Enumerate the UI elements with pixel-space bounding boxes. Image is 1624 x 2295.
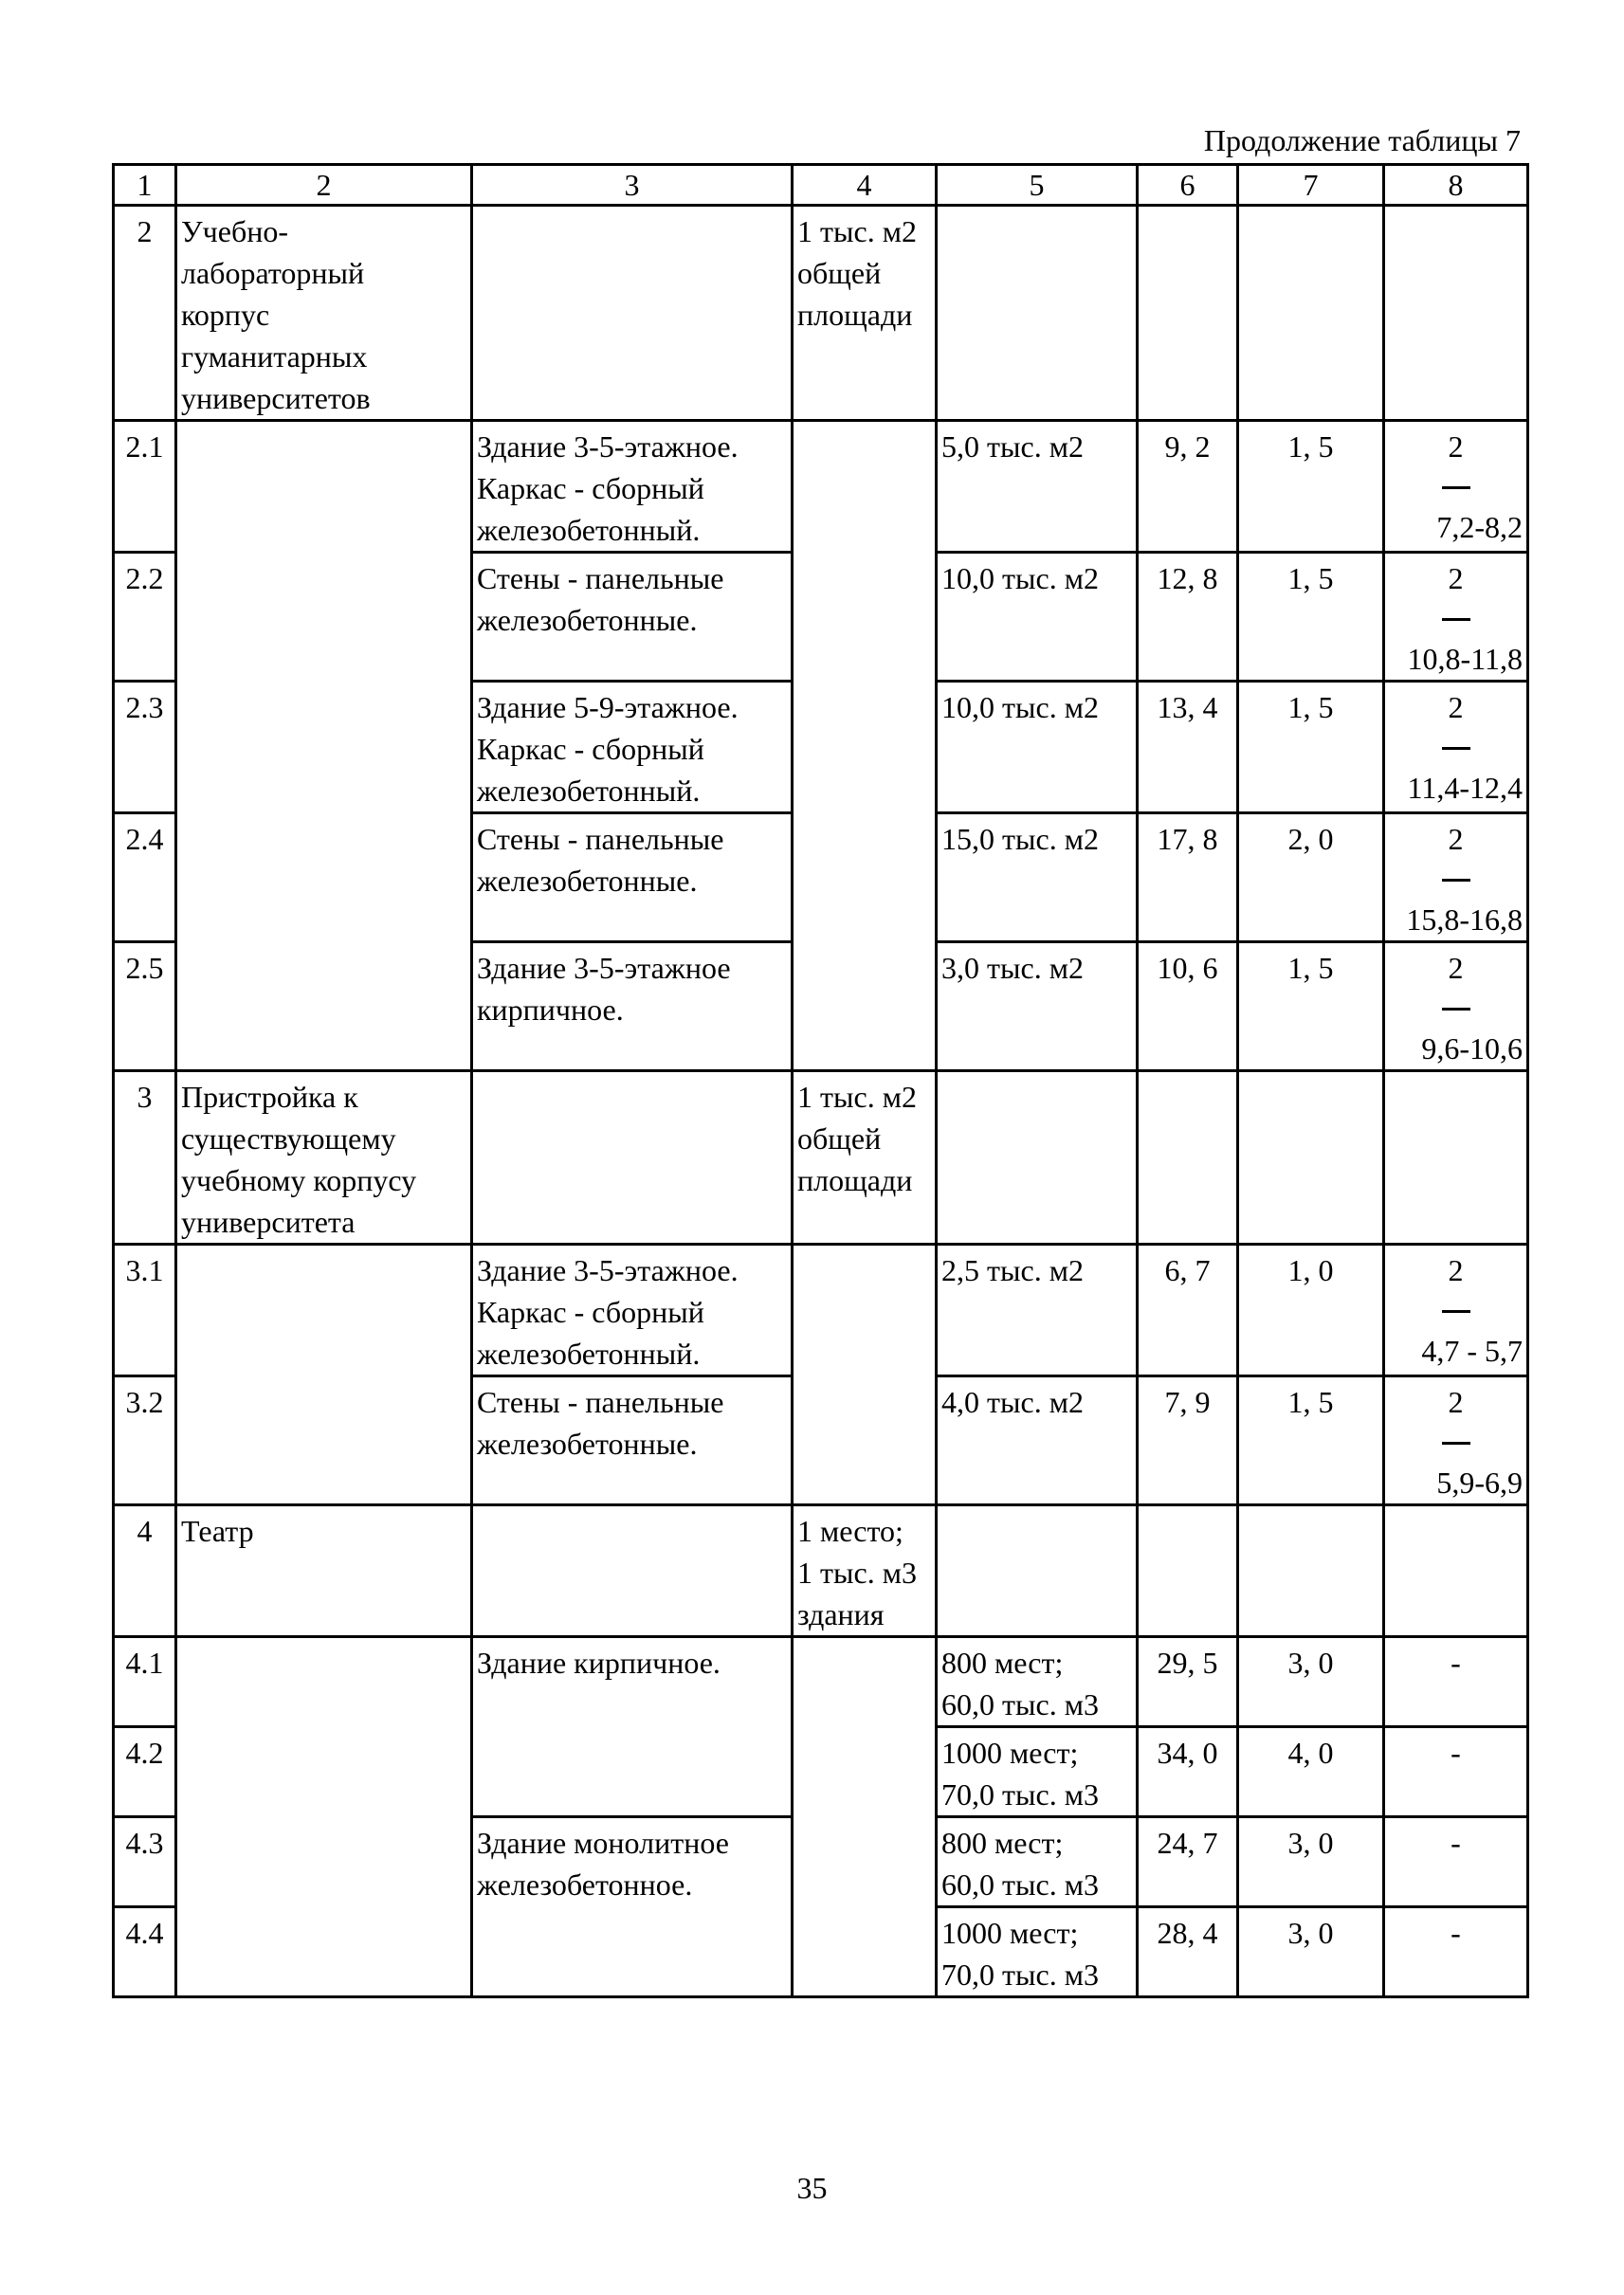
cell-line: учебному корпусу <box>181 1163 417 1197</box>
cell-line: 60,0 тыс. м3 <box>941 1867 1099 1902</box>
header-cell: 1 <box>114 165 176 206</box>
capacity <box>937 1505 1138 1637</box>
cell-line: железобетонное. <box>477 1867 693 1902</box>
value-col6: 9, 2 <box>1138 421 1238 553</box>
fraction-numerator: 2 <box>1448 690 1464 724</box>
fraction-value <box>1389 426 1523 548</box>
value-col8 <box>1384 942 1528 1071</box>
unit-of-measure <box>793 206 937 421</box>
cell-line: 15,0 тыс. м2 <box>941 822 1099 856</box>
row-number: 2 <box>114 206 176 421</box>
row-number: 4.1 <box>114 1637 176 1727</box>
row-number: 3 <box>114 1071 176 1245</box>
value-col7: 2, 0 <box>1238 813 1384 942</box>
object-description <box>472 553 793 682</box>
cell-line: существующему <box>181 1121 396 1156</box>
object-description <box>472 1245 793 1376</box>
unit-of-measure <box>793 553 937 682</box>
unit-of-measure <box>793 1637 937 1727</box>
cell-line: Учебно- <box>181 214 289 248</box>
value-col8 <box>1384 1245 1528 1376</box>
object-name <box>176 1071 472 1245</box>
object-description <box>472 1505 793 1637</box>
capacity <box>937 206 1138 421</box>
cell-line: площади <box>797 298 913 332</box>
value-col6 <box>1138 1071 1238 1245</box>
cell-line: железобетонный. <box>477 1337 701 1371</box>
object-name <box>176 206 472 421</box>
object-name <box>176 1637 472 1727</box>
cell-line: 800 мест; <box>941 1646 1064 1680</box>
value-col8 <box>1384 206 1528 421</box>
value-col8 <box>1384 421 1528 553</box>
value-col8 <box>1384 813 1528 942</box>
cell-line: 70,0 тыс. м3 <box>941 1777 1099 1812</box>
cell-line: 3,0 тыс. м2 <box>941 951 1084 985</box>
cell-line: университетов <box>181 381 371 415</box>
cell-line: Стены - панельные <box>477 561 724 595</box>
value-col6 <box>1138 206 1238 421</box>
header-row <box>114 165 1528 206</box>
value-col7 <box>1238 206 1384 421</box>
fraction-numerator: 2 <box>1448 429 1464 464</box>
fraction-numerator: 2 <box>1448 561 1464 595</box>
fraction-numerator: 2 <box>1448 822 1464 856</box>
object-name <box>176 813 472 942</box>
object-description <box>472 1637 793 1727</box>
cell-line: Стены - панельные <box>477 1385 724 1419</box>
object-description <box>472 1817 793 1907</box>
value-col7 <box>1238 1505 1384 1637</box>
value-col7: 1, 5 <box>1238 942 1384 1071</box>
unit-of-measure <box>793 813 937 942</box>
object-name <box>176 1245 472 1376</box>
value-col8 <box>1384 1071 1528 1245</box>
table-row <box>114 553 1528 682</box>
capacity <box>937 421 1138 553</box>
value-col8 <box>1384 1376 1528 1505</box>
row-number: 2.2 <box>114 553 176 682</box>
capacity <box>937 1376 1138 1505</box>
cell-line: 4,0 тыс. м2 <box>941 1385 1084 1419</box>
cell-line: общей <box>797 1121 882 1156</box>
cell-line: железобетонный. <box>477 513 701 547</box>
table-row <box>114 1071 1528 1245</box>
unit-of-measure <box>793 1505 937 1637</box>
row-number: 2.5 <box>114 942 176 1071</box>
value-col6: 10, 6 <box>1138 942 1238 1071</box>
value-col7: 1, 5 <box>1238 553 1384 682</box>
norms-table <box>112 163 1529 1998</box>
row-number: 3.1 <box>114 1245 176 1376</box>
value-col6: 34, 0 <box>1138 1727 1238 1817</box>
table-row <box>114 1817 1528 1907</box>
fraction-value <box>1389 947 1523 1069</box>
cell-line: Здание 3-5-этажное. <box>477 1253 739 1287</box>
object-description <box>472 1907 793 1997</box>
value-col7 <box>1238 1071 1384 1245</box>
fraction-value <box>1389 686 1523 809</box>
fraction-value <box>1389 1249 1523 1372</box>
header-cell: 7 <box>1238 165 1384 206</box>
table-row <box>114 813 1528 942</box>
cell-line: 1000 мест; <box>941 1916 1079 1950</box>
value-col8 <box>1384 682 1528 813</box>
cell-line: Здание 3-5-этажное. <box>477 429 739 464</box>
unit-of-measure <box>793 1376 937 1505</box>
row-number: 4.3 <box>114 1817 176 1907</box>
table-row <box>114 1376 1528 1505</box>
object-name <box>176 1727 472 1817</box>
cell-line: 60,0 тыс. м3 <box>941 1687 1099 1721</box>
fraction-bar <box>1442 486 1470 489</box>
table-row <box>114 421 1528 553</box>
cell-line: 1 тыс. м2 <box>797 1080 917 1114</box>
value-col8: - <box>1384 1817 1528 1907</box>
cell-line: 10,0 тыс. м2 <box>941 690 1099 724</box>
fraction-denominator: 4,7 - 5,7 <box>1421 1334 1523 1368</box>
table-row <box>114 1245 1528 1376</box>
cell-line: железобетонный. <box>477 774 701 808</box>
value-col6: 28, 4 <box>1138 1907 1238 1997</box>
cell-line: Стены - панельные <box>477 822 724 856</box>
cell-line: Каркас - сборный <box>477 732 704 766</box>
cell-line: 10,0 тыс. м2 <box>941 561 1099 595</box>
capacity <box>937 1817 1138 1907</box>
unit-of-measure <box>793 1727 937 1817</box>
fraction-bar <box>1442 1442 1470 1445</box>
capacity <box>937 1071 1138 1245</box>
cell-line: здания <box>797 1597 885 1631</box>
value-col7: 3, 0 <box>1238 1817 1384 1907</box>
value-col7: 1, 5 <box>1238 682 1384 813</box>
cell-line: площади <box>797 1163 913 1197</box>
object-description <box>472 1376 793 1505</box>
value-col6 <box>1138 1505 1238 1637</box>
table-row <box>114 942 1528 1071</box>
fraction-bar <box>1442 1310 1470 1313</box>
table-row <box>114 682 1528 813</box>
cell-line: Здание 3-5-этажное <box>477 951 731 985</box>
object-name <box>176 1907 472 1997</box>
cell-line: железобетонные. <box>477 603 698 637</box>
fraction-denominator: 15,8-16,8 <box>1406 902 1523 937</box>
value-col6: 17, 8 <box>1138 813 1238 942</box>
cell-line: корпус <box>181 298 270 332</box>
cell-line: кирпичное. <box>477 993 624 1027</box>
fraction-denominator: 10,8-11,8 <box>1407 642 1523 676</box>
cell-line: 5,0 тыс. м2 <box>941 429 1084 464</box>
fraction-denominator: 7,2-8,2 <box>1436 510 1523 544</box>
value-col8: - <box>1384 1727 1528 1817</box>
row-number: 2.3 <box>114 682 176 813</box>
cell-line: Каркас - сборный <box>477 1295 704 1329</box>
value-col6: 6, 7 <box>1138 1245 1238 1376</box>
unit-of-measure <box>793 1071 937 1245</box>
unit-of-measure <box>793 942 937 1071</box>
fraction-denominator: 5,9-6,9 <box>1436 1466 1523 1500</box>
cell-line: Театр <box>181 1514 254 1548</box>
header-cell: 3 <box>472 165 793 206</box>
object-name <box>176 942 472 1071</box>
cell-line: 1000 мест; <box>941 1736 1079 1770</box>
value-col7: 1, 0 <box>1238 1245 1384 1376</box>
object-name <box>176 553 472 682</box>
object-description <box>472 206 793 421</box>
fraction-bar <box>1442 1008 1470 1011</box>
cell-line: лабораторный <box>181 256 365 290</box>
capacity <box>937 813 1138 942</box>
capacity <box>937 1245 1138 1376</box>
row-number: 4.2 <box>114 1727 176 1817</box>
value-col6: 29, 5 <box>1138 1637 1238 1727</box>
value-col8: - <box>1384 1907 1528 1997</box>
cell-line: университета <box>181 1205 356 1239</box>
unit-of-measure <box>793 1245 937 1376</box>
value-col8 <box>1384 1505 1528 1637</box>
table-row <box>114 1907 1528 1997</box>
capacity <box>937 682 1138 813</box>
cell-line: 1 тыс. м3 <box>797 1556 917 1590</box>
table-row <box>114 1505 1528 1637</box>
cell-line: Здание монолитное <box>477 1826 729 1860</box>
fraction-value <box>1389 818 1523 940</box>
object-name <box>176 421 472 553</box>
cell-line: 2,5 тыс. м2 <box>941 1253 1084 1287</box>
fraction-value <box>1389 1381 1523 1503</box>
unit-of-measure <box>793 1907 937 1997</box>
cell-line: общей <box>797 256 882 290</box>
object-name <box>176 1376 472 1505</box>
header-cell: 5 <box>937 165 1138 206</box>
fraction-denominator: 11,4-12,4 <box>1407 771 1523 805</box>
table-row <box>114 206 1528 421</box>
capacity <box>937 1637 1138 1727</box>
capacity <box>937 1907 1138 1997</box>
unit-of-measure <box>793 682 937 813</box>
cell-line: 70,0 тыс. м3 <box>941 1958 1099 1992</box>
value-col7: 1, 5 <box>1238 421 1384 553</box>
object-description <box>472 682 793 813</box>
header-cell: 8 <box>1384 165 1528 206</box>
header-cell: 4 <box>793 165 937 206</box>
header-cell: 6 <box>1138 165 1238 206</box>
fraction-bar <box>1442 747 1470 750</box>
row-number: 4.4 <box>114 1907 176 1997</box>
cell-line: 800 мест; <box>941 1826 1064 1860</box>
cell-line: Пристройка к <box>181 1080 358 1114</box>
cell-line: железобетонные. <box>477 1427 698 1461</box>
fraction-numerator: 2 <box>1448 951 1464 985</box>
value-col7: 3, 0 <box>1238 1907 1384 1997</box>
cell-line: 1 место; <box>797 1514 903 1548</box>
object-name <box>176 1817 472 1907</box>
value-col8 <box>1384 553 1528 682</box>
capacity <box>937 1727 1138 1817</box>
object-description <box>472 942 793 1071</box>
row-number: 3.2 <box>114 1376 176 1505</box>
header-cell: 2 <box>176 165 472 206</box>
cell-line: 1 тыс. м2 <box>797 214 917 248</box>
value-col6: 24, 7 <box>1138 1817 1238 1907</box>
fraction-bar <box>1442 879 1470 882</box>
unit-of-measure <box>793 1817 937 1907</box>
page-number: 35 <box>796 2171 828 2205</box>
fraction-denominator: 9,6-10,6 <box>1421 1031 1523 1066</box>
cell-line: Каркас - сборный <box>477 471 704 505</box>
object-name <box>176 1505 472 1637</box>
cell-line: Здание 5-9-этажное. <box>477 690 739 724</box>
value-col7: 4, 0 <box>1238 1727 1384 1817</box>
cell-line: железобетонные. <box>477 864 698 898</box>
table-row <box>114 1727 1528 1817</box>
value-col7: 3, 0 <box>1238 1637 1384 1727</box>
table-row <box>114 1637 1528 1727</box>
capacity <box>937 553 1138 682</box>
object-name <box>176 682 472 813</box>
object-description <box>472 813 793 942</box>
value-col6: 13, 4 <box>1138 682 1238 813</box>
object-description <box>472 1071 793 1245</box>
unit-of-measure <box>793 421 937 553</box>
row-number: 2.4 <box>114 813 176 942</box>
value-col6: 7, 9 <box>1138 1376 1238 1505</box>
row-number: 4 <box>114 1505 176 1637</box>
row-number: 2.1 <box>114 421 176 553</box>
cell-line: Здание кирпичное. <box>477 1646 721 1680</box>
fraction-value <box>1389 557 1523 680</box>
fraction-bar <box>1442 618 1470 621</box>
cell-line: гуманитарных <box>181 339 368 373</box>
value-col7: 1, 5 <box>1238 1376 1384 1505</box>
object-description <box>472 421 793 553</box>
value-col8: - <box>1384 1637 1528 1727</box>
fraction-numerator: 2 <box>1448 1253 1464 1287</box>
table-caption: Продолжение таблицы 7 <box>1203 123 1521 157</box>
capacity <box>937 942 1138 1071</box>
value-col6: 12, 8 <box>1138 553 1238 682</box>
fraction-numerator: 2 <box>1448 1385 1464 1419</box>
object-description <box>472 1727 793 1817</box>
